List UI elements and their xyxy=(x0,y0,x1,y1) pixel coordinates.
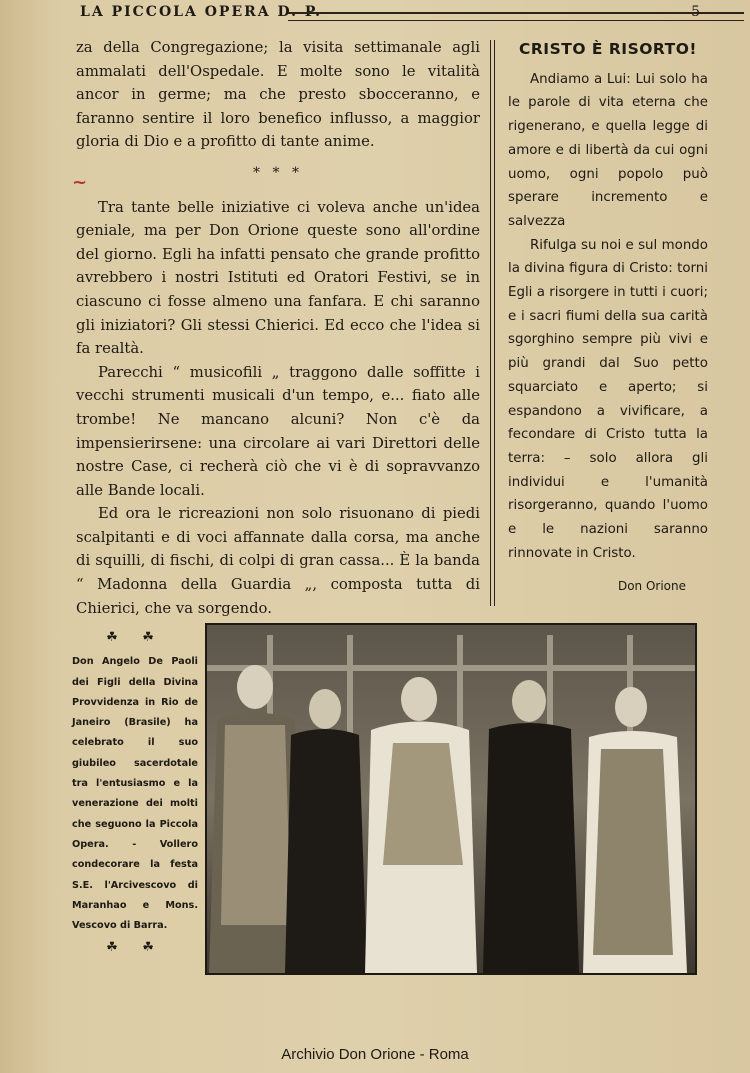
easter-paragraph-2: Rifulga su noi e sul mondo la divina figura di Cristo: torni Egli a risorgere in tutti i cuori; e i sacri fiumi della sua carità sgorghino sempre più vivi e più grandi dal Suo petto squarciato e aperto; si espandono a vivificare, a fecondare di Cristo tutta la terra: – solo allora gli individui e l'umanità risorgeranno, quando l'uomo e le nazioni saranno rinnovate in Cristo. xyxy=(508,237,708,561)
article-paragraph-1: za della Congregazione; la visita settimanale agli ammalati dell'Ospedale. E molte sono le vitalità ancor in germe; ma che presto sbocceranno, e faranno sentire il loro benefico influsso, a maggior gloria di Dio e a profitto di tante anime. xyxy=(76,39,480,151)
page-number: 5 xyxy=(691,4,700,20)
page-header xyxy=(80,4,700,24)
caption-ornament-top: ☘ ☘ xyxy=(106,630,164,645)
signature: Don Orione xyxy=(617,579,686,594)
photo-caption xyxy=(72,626,198,963)
header-rule xyxy=(288,12,744,21)
red-pencil-mark: ~ xyxy=(72,172,88,193)
caption-text: Don Angelo De Paoli dei Figli della Divina Provvidenza in Rio de Janeiro (Brasile) ha celebrato il suo giubileo sacerdotale tra l'entusiasmo e la venerazione dei molti che seguono la Piccola Opera. - Vollero condecorare la festa S.E. l'Arcivescovo di Maranhao e Mons. Vescovo di Barra. xyxy=(72,656,198,932)
article-paragraph-4: Ed ora le ricreazioni non solo risuonano di piedi scalpitanti e di voci affannate dalla corsa, ma anche di squilli, di fischi, di colpi di gran cassa... È la banda “ Madonna della Guardia „, composta tutta di Chierici, che va sorgendo. xyxy=(76,505,480,617)
publication-title: LA PICCOLA OPERA D. P. xyxy=(80,4,322,20)
caption-ornament-bottom: ☘ ☘ xyxy=(106,940,164,956)
article-paragraph-3: Parecchi “ musicofili „ traggono dalle soffitte i vecchi strumenti musicali d'un tempo, e... fiato alle trombe! Ne mancano alcuni? Non c'è da impensierirsene: una circolare ai vari Direttori delle nostre Case, ci recherà ciò che vi è di sopravvanzo alle Bande locali. xyxy=(76,363,480,499)
section-separator: * * * xyxy=(253,164,303,181)
article-paragraph-2: Tra tante belle iniziative ci voleva anche un'idea geniale, ma per Don Orione queste sono all'ordine del giorno. Egli ha infatti pensato che grande profitto avrebbero i nostri Istituti ed Oratori Festivi, se in ciascuno ci fosse almeno una fanfara. E chi saranno gli iniziatori? Gli stessi Chierici. Ed ecco che l'idea si fa realtà. xyxy=(76,198,480,358)
left-column-article xyxy=(76,36,480,620)
jubilee-photograph xyxy=(205,623,697,975)
clergy-group-photo xyxy=(207,625,695,973)
column-divider xyxy=(490,40,495,606)
easter-heading: CRISTO È RISORTO! xyxy=(519,40,697,58)
right-column-easter-message xyxy=(508,38,708,599)
archive-footer: Archivio Don Orione - Roma xyxy=(281,1046,469,1063)
easter-paragraph-1: Andiamo a Lui: Lui solo ha le parole di vita eterna che rigenerano, e quella legge di amore e di libertà da cui ogni uomo, ogni popolo può sperare incremento e salvezza xyxy=(508,71,708,229)
